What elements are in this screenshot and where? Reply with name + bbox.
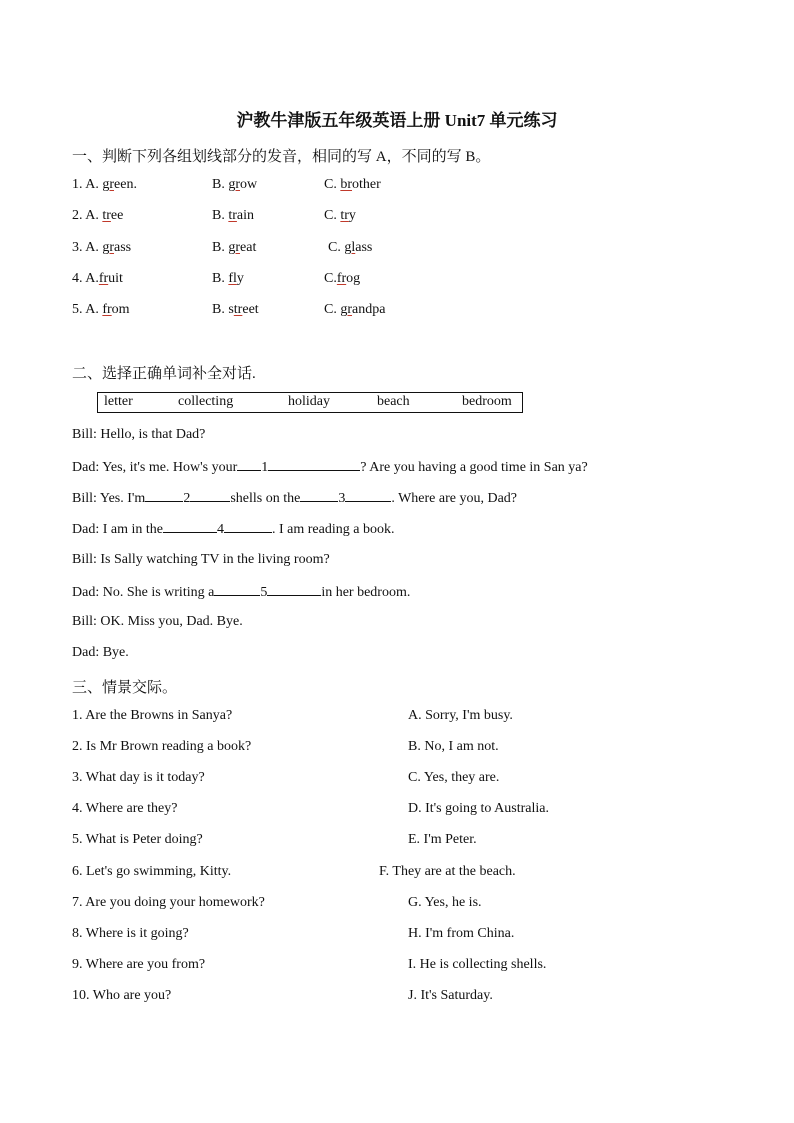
underlined-letters: gr <box>228 177 241 192</box>
underlined-letters: fl <box>228 271 237 286</box>
dialog-line-4: Dad: I am in the 4 . I am reading a book. <box>72 522 395 537</box>
answer-item: D. It's going to Australia. <box>408 801 549 816</box>
option-b: B. fly <box>212 271 244 286</box>
word-bank <box>97 392 523 413</box>
option-c: C. grandpa <box>324 302 386 317</box>
part2-heading: 二、选择正确单词补全对话. <box>72 366 256 382</box>
blank-number-2: 2 <box>183 491 191 506</box>
underlined-letters: tr <box>102 208 111 223</box>
answer-item: B. No, I am not. <box>408 739 499 754</box>
dialog-line-7: Bill: OK. Miss you, Dad. Bye. <box>72 614 243 629</box>
dialog-line-1: Bill: Hello, is that Dad? <box>72 427 206 442</box>
underlined-letters: tr <box>340 208 349 223</box>
option-a: 1. A. green. <box>72 177 137 192</box>
question-item: 1. Are the Browns in Sanya? <box>72 708 233 723</box>
dialog-line-5: Bill: Is Sally watching TV in the living room? <box>72 552 330 567</box>
word-collecting: collecting <box>178 394 234 409</box>
option-a: 4. A.fruit <box>72 271 123 286</box>
underlined-letters: gr <box>340 302 353 317</box>
underlined-letters: gl <box>344 240 356 255</box>
blank <box>214 583 260 596</box>
dialog-line-8: Dad: Bye. <box>72 645 129 660</box>
question-item: 2. Is Mr Brown reading a book? <box>72 739 252 754</box>
option-b: B. great <box>212 240 257 255</box>
dialog-line-3: Bill: Yes. I'm 2 shells on the 3 . Where are you, Dad? <box>72 491 518 506</box>
question-item: 6. Let's go swimming, Kitty. <box>72 864 232 879</box>
underlined-letters: fr <box>98 271 109 286</box>
answer-item: G. Yes, he is. <box>408 895 482 910</box>
underlined-letters: tr <box>233 302 243 317</box>
answer-item: E. I'm Peter. <box>408 832 477 847</box>
word-holiday: holiday <box>288 394 330 409</box>
blank <box>190 489 230 502</box>
underlined-letters: tr <box>228 208 237 223</box>
option-b: B. grow <box>212 177 258 192</box>
answer-item: F. They are at the beach. <box>379 864 516 879</box>
blank-number-4: 4 <box>216 522 224 537</box>
answer-item: A. Sorry, I'm busy. <box>408 708 513 723</box>
underlined-letters: br <box>340 177 353 192</box>
blank <box>163 520 217 533</box>
option-c: C. brother <box>324 177 381 192</box>
word-beach: beach <box>377 394 410 409</box>
answer-item: J. It's Saturday. <box>408 988 493 1003</box>
blank <box>145 489 183 502</box>
option-c: C.frog <box>324 271 361 286</box>
option-b: B. train <box>212 208 255 223</box>
blank <box>268 458 360 471</box>
question-item: 5. What is Peter doing? <box>72 832 203 847</box>
dialog-line-6: Dad: No. She is writing a 5 in her bedroom. <box>72 585 411 600</box>
underlined-letters: fr <box>336 271 347 286</box>
blank <box>300 489 338 502</box>
blank-number-3: 3 <box>338 491 346 506</box>
part3-heading: 三、情景交际。 <box>72 680 178 696</box>
dialog-line-2: Dad: Yes, it's me. How's your 1 ? Are you having a good time in San ya? <box>72 460 588 475</box>
blank-number-1: 1 <box>261 460 269 475</box>
option-b: B. street <box>212 302 259 317</box>
part1-heading: 一、判断下列各组划线部分的发音，相同的写 A，不同的写 B。 <box>72 149 491 165</box>
blank <box>345 489 391 502</box>
option-c: C. glass <box>328 240 373 255</box>
option-a: 2. A. tree <box>72 208 124 223</box>
blank <box>267 583 321 596</box>
answer-item: C. Yes, they are. <box>408 770 500 785</box>
word-bedroom: bedroom <box>462 394 512 409</box>
underlined-letters: gr <box>102 240 115 255</box>
question-item: 10. Who are you? <box>72 988 172 1003</box>
question-item: 7. Are you doing your homework? <box>72 895 265 910</box>
option-a: 3. A. grass <box>72 240 132 255</box>
option-a: 5. A. from <box>72 302 130 317</box>
blank <box>237 458 261 471</box>
question-item: 3. What day is it today? <box>72 770 205 785</box>
answer-item: I. He is collecting shells. <box>408 957 547 972</box>
underlined-letters: fr <box>102 302 112 317</box>
answer-item: H. I'm from China. <box>408 926 515 941</box>
question-item: 8. Where is it going? <box>72 926 189 941</box>
question-item: 4. Where are they? <box>72 801 178 816</box>
word-letter: letter <box>104 394 133 409</box>
page-title: 沪教牛津版五年级英语上册 Unit7 单元练习 <box>236 111 558 130</box>
blank-number-5: 5 <box>260 585 268 600</box>
underlined-letters: gr <box>228 240 241 255</box>
question-item: 9. Where are you from? <box>72 957 206 972</box>
blank <box>224 520 272 533</box>
option-c: C. try <box>324 208 356 223</box>
underlined-letters: gr <box>102 177 115 192</box>
